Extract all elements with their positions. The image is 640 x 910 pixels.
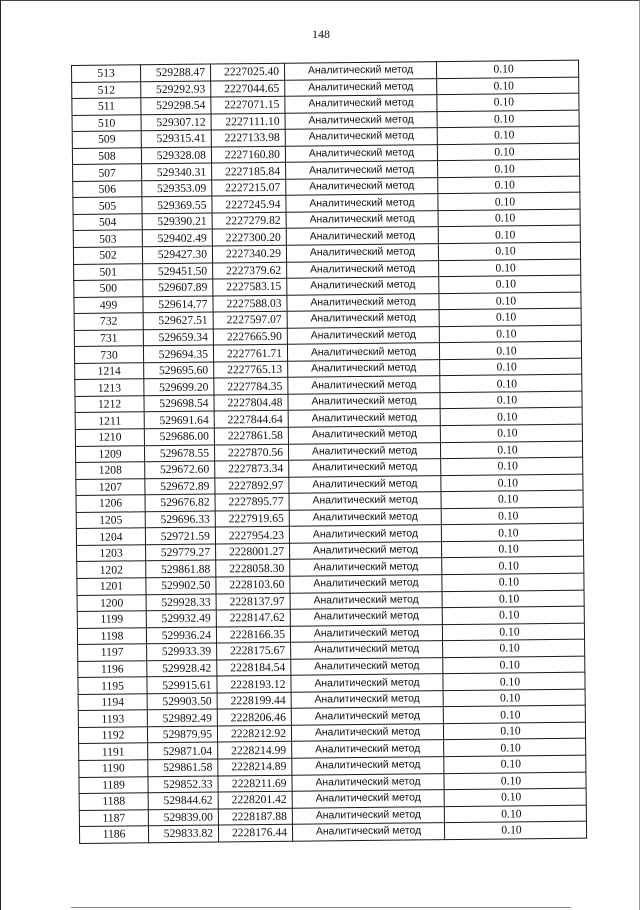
method-cell: Аналитический метод [287,260,439,278]
accuracy-cell: 0.10 [444,788,586,806]
method-cell: Аналитический метод [285,95,437,113]
method-cell: Аналитический метод [285,78,437,96]
point-number-cell: 1198 [77,627,146,644]
x-coordinate-cell: 529694.35 [143,345,213,362]
y-coordinate-cell: 2227279.82 [212,212,286,229]
x-coordinate-cell: 529659.34 [143,329,213,346]
x-coordinate-cell: 529833.82 [148,825,218,842]
point-number-cell: 507 [73,164,142,181]
accuracy-cell: 0.10 [441,457,583,475]
accuracy-cell: 0.10 [443,656,585,674]
accuracy-cell: 0.10 [436,60,578,78]
accuracy-cell: 0.10 [442,573,584,591]
y-coordinate-cell: 2228187.88 [218,808,292,825]
y-coordinate-cell: 2228176.44 [218,824,292,841]
accuracy-cell: 0.10 [437,143,579,161]
x-coordinate-cell: 529839.00 [148,809,218,826]
x-coordinate-cell: 529686.00 [144,428,214,445]
x-coordinate-cell: 529298.54 [141,97,211,114]
accuracy-cell: 0.10 [439,341,581,359]
coordinates-table [71,60,587,844]
method-cell: Аналитический метод [288,409,440,427]
point-number-cell: 1204 [76,528,145,545]
method-cell: Аналитический метод [288,376,440,394]
point-number-cell: 730 [74,346,143,363]
x-coordinate-cell: 529871.04 [148,742,218,759]
x-coordinate-cell: 529676.82 [145,494,215,511]
y-coordinate-cell: 2228166.35 [216,626,290,643]
y-coordinate-cell: 2227185.84 [212,163,286,180]
y-coordinate-cell: 2227784.35 [214,378,288,395]
y-coordinate-cell: 2228103.60 [216,576,290,593]
y-coordinate-cell: 2227588.03 [213,295,287,312]
y-coordinate-cell: 2228206.46 [217,709,291,726]
y-coordinate-cell: 2228193.12 [217,675,291,692]
y-coordinate-cell: 2227954.23 [215,527,289,544]
point-number-cell: 511 [72,98,141,115]
accuracy-cell: 0.10 [438,209,580,227]
point-number-cell: 1207 [76,478,145,495]
x-coordinate-cell: 529879.95 [147,726,217,743]
x-coordinate-cell: 529928.33 [146,594,216,611]
method-cell: Аналитический метод [286,227,438,245]
x-coordinate-cell: 529288.47 [141,64,211,81]
x-coordinate-cell: 529699.20 [144,378,214,395]
point-number-cell: 1194 [78,694,147,711]
method-cell: Аналитический метод [287,277,439,295]
accuracy-cell: 0.10 [442,557,584,575]
accuracy-cell: 0.10 [444,805,586,823]
point-number-cell: 1201 [77,578,146,595]
x-coordinate-cell: 529672.60 [145,461,215,478]
method-cell: Аналитический метод [287,343,439,361]
method-cell: Аналитический метод [284,62,436,80]
accuracy-cell: 0.10 [442,606,584,624]
y-coordinate-cell: 2227765.13 [214,361,288,378]
y-coordinate-cell: 2228184.54 [217,659,291,676]
y-coordinate-cell: 2227160.80 [211,146,285,163]
y-coordinate-cell: 2228001.27 [216,543,290,560]
accuracy-cell: 0.10 [441,507,583,525]
x-coordinate-cell: 529844.62 [148,792,218,809]
x-coordinate-cell: 529861.88 [146,560,216,577]
method-cell: Аналитический метод [286,194,438,212]
method-cell: Аналитический метод [289,525,441,543]
method-cell: Аналитический метод [290,558,442,576]
point-number-cell: 1197 [78,644,147,661]
x-coordinate-cell: 529698.54 [144,395,214,412]
point-number-cell: 1187 [79,809,148,826]
y-coordinate-cell: 2228212.92 [217,725,291,742]
point-number-cell: 1205 [76,512,145,529]
method-cell: Аналитический метод [292,790,444,808]
accuracy-cell: 0.10 [438,176,580,194]
point-number-cell: 1191 [79,743,148,760]
accuracy-cell: 0.10 [443,705,585,723]
y-coordinate-cell: 2228201.42 [218,791,292,808]
method-cell: Аналитический метод [289,492,441,510]
y-coordinate-cell: 2227044.65 [211,80,285,97]
method-cell: Аналитический метод [285,128,437,146]
method-cell: Аналитический метод [291,674,443,692]
x-coordinate-cell: 529369.55 [142,196,212,213]
method-cell: Аналитический метод [291,724,443,742]
method-cell: Аналитический метод [290,608,442,626]
y-coordinate-cell: 2227804.48 [214,394,288,411]
accuracy-cell: 0.10 [443,689,585,707]
x-coordinate-cell: 529307.12 [141,114,211,131]
y-coordinate-cell: 2228137.97 [216,593,290,610]
accuracy-cell: 0.10 [441,523,583,541]
y-coordinate-cell: 2227215.07 [212,179,286,196]
accuracy-cell: 0.10 [444,755,586,773]
method-cell: Аналитический метод [292,740,444,758]
y-coordinate-cell: 2228214.89 [218,758,292,775]
point-number-cell: 1190 [79,760,148,777]
y-coordinate-cell: 2227300.20 [212,229,286,246]
y-coordinate-cell: 2227340.29 [212,245,286,262]
method-cell: Аналитический метод [291,641,443,659]
point-number-cell: 505 [73,197,142,214]
point-number-cell: 1192 [78,727,147,744]
point-number-cell: 502 [73,247,142,264]
method-cell: Аналитический метод [288,393,440,411]
point-number-cell: 1212 [75,396,144,413]
x-coordinate-cell: 529903.50 [147,693,217,710]
point-number-cell: 1209 [75,445,144,462]
point-number-cell: 1208 [76,462,145,479]
point-number-cell: 1200 [77,594,146,611]
point-number-cell: 1213 [75,379,144,396]
method-cell: Аналитический метод [286,177,438,195]
point-number-cell: 732 [74,313,143,330]
point-number-cell: 1189 [79,776,148,793]
x-coordinate-cell: 529932.49 [146,610,216,627]
point-number-cell: 499 [74,296,143,313]
point-number-cell: 1193 [78,710,147,727]
y-coordinate-cell: 2228211.69 [218,775,292,792]
accuracy-cell: 0.10 [443,722,585,740]
x-coordinate-cell: 529721.59 [145,527,215,544]
accuracy-cell: 0.10 [442,540,584,558]
y-coordinate-cell: 2227665.90 [213,328,287,345]
x-coordinate-cell: 529852.33 [148,776,218,793]
x-coordinate-cell: 529933.39 [147,643,217,660]
accuracy-cell: 0.10 [438,226,580,244]
accuracy-cell: 0.10 [437,77,579,95]
accuracy-cell: 0.10 [440,424,582,442]
coordinates-table-container [71,60,587,844]
x-coordinate-cell: 529892.49 [147,709,217,726]
y-coordinate-cell: 2227892.97 [215,477,289,494]
point-number-cell: 501 [74,263,143,280]
accuracy-cell: 0.10 [439,292,581,310]
method-cell: Аналитический метод [288,426,440,444]
y-coordinate-cell: 2228147.62 [216,609,290,626]
x-coordinate-cell: 529390.21 [142,213,212,230]
y-coordinate-cell: 2227895.77 [215,493,289,510]
x-coordinate-cell: 529696.33 [145,511,215,528]
point-number-cell: 1211 [75,412,144,429]
point-number-cell: 1210 [75,429,144,446]
point-number-cell: 1186 [79,826,148,843]
point-number-cell: 1202 [77,561,146,578]
x-coordinate-cell: 529936.24 [146,627,216,644]
method-cell: Аналитический метод [291,657,443,675]
point-number-cell: 509 [72,131,141,148]
method-cell: Аналитический метод [292,773,444,791]
method-cell: Аналитический метод [292,823,444,841]
x-coordinate-cell: 529607.89 [143,279,213,296]
x-coordinate-cell: 529928.42 [147,660,217,677]
accuracy-cell: 0.10 [443,639,585,657]
x-coordinate-cell: 529695.60 [144,362,214,379]
y-coordinate-cell: 2227025.40 [210,63,284,80]
method-cell: Аналитический метод [289,508,441,526]
point-number-cell: 513 [72,65,141,82]
point-number-cell: 512 [72,81,141,98]
point-number-cell: 1206 [76,495,145,512]
accuracy-cell: 0.10 [440,408,582,426]
page-bottom-edge [71,907,571,908]
method-cell: Аналитический метод [290,575,442,593]
point-number-cell: 1199 [77,611,146,628]
method-cell: Аналитический метод [290,591,442,609]
y-coordinate-cell: 2228058.30 [216,560,290,577]
accuracy-cell: 0.10 [443,672,585,690]
accuracy-cell: 0.10 [442,623,584,641]
accuracy-cell: 0.10 [437,126,579,144]
y-coordinate-cell: 2227761.71 [213,345,287,362]
x-coordinate-cell: 529315.41 [141,130,211,147]
x-coordinate-cell: 529915.61 [147,676,217,693]
y-coordinate-cell: 2228199.44 [217,692,291,709]
method-cell: Аналитический метод [286,161,438,179]
point-number-cell: 504 [73,214,142,231]
x-coordinate-cell: 529779.27 [146,544,216,561]
accuracy-cell: 0.10 [438,193,580,211]
method-cell: Аналитический метод [287,310,439,328]
point-number-cell: 731 [74,330,143,347]
x-coordinate-cell: 529672.89 [145,478,215,495]
accuracy-cell: 0.10 [440,391,582,409]
x-coordinate-cell: 529614.77 [143,296,213,313]
accuracy-cell: 0.10 [439,308,581,326]
method-cell: Аналитический метод [286,244,438,262]
page-number: 148 [312,27,330,41]
y-coordinate-cell: 2227071.15 [211,96,285,113]
x-coordinate-cell: 529427.30 [142,246,212,263]
y-coordinate-cell: 2227111.10 [211,113,285,130]
accuracy-cell: 0.10 [439,259,581,277]
x-coordinate-cell: 529678.55 [144,445,214,462]
y-coordinate-cell: 2227597.07 [213,311,287,328]
method-cell: Аналитический метод [288,359,440,377]
accuracy-cell: 0.10 [441,490,583,508]
y-coordinate-cell: 2227133.98 [211,129,285,146]
x-coordinate-cell: 529340.31 [142,163,212,180]
point-number-cell: 1203 [77,545,146,562]
accuracy-cell: 0.10 [438,159,580,177]
accuracy-cell: 0.10 [441,474,583,492]
accuracy-cell: 0.10 [440,375,582,393]
method-cell: Аналитический метод [289,475,441,493]
accuracy-cell: 0.10 [437,110,579,128]
accuracy-cell: 0.10 [440,358,582,376]
method-cell: Аналитический метод [291,690,443,708]
method-cell: Аналитический метод [287,326,439,344]
method-cell: Аналитический метод [290,624,442,642]
accuracy-cell: 0.10 [437,93,579,111]
point-number-cell: 1214 [75,363,144,380]
point-number-cell: 503 [73,230,142,247]
x-coordinate-cell: 529353.09 [142,180,212,197]
x-coordinate-cell: 529328.08 [141,147,211,164]
accuracy-cell: 0.10 [439,275,581,293]
method-cell: Аналитический метод [286,211,438,229]
point-number-cell: 1195 [78,677,147,694]
accuracy-cell: 0.10 [444,739,586,757]
method-cell: Аналитический метод [292,806,444,824]
method-cell: Аналитический метод [292,757,444,775]
x-coordinate-cell: 529402.49 [142,229,212,246]
y-coordinate-cell: 2227873.34 [215,460,289,477]
point-number-cell: 508 [72,148,141,165]
x-coordinate-cell: 529902.50 [146,577,216,594]
method-cell: Аналитический метод [289,459,441,477]
y-coordinate-cell: 2227844.64 [214,411,288,428]
x-coordinate-cell: 529691.64 [144,412,214,429]
point-number-cell: 510 [72,114,141,131]
point-number-cell: 506 [73,181,142,198]
method-cell: Аналитический метод [285,144,437,162]
x-coordinate-cell: 529292.93 [141,81,211,98]
y-coordinate-cell: 2227583.15 [213,278,287,295]
coordinates-table-body [72,60,587,843]
point-number-cell: 1188 [79,793,148,810]
y-coordinate-cell: 2227919.65 [215,510,289,527]
y-coordinate-cell: 2227861.58 [214,427,288,444]
y-coordinate-cell: 2227245.94 [212,196,286,213]
point-number-cell: 1196 [78,660,147,677]
accuracy-cell: 0.10 [442,590,584,608]
accuracy-cell: 0.10 [444,821,586,839]
y-coordinate-cell: 2228175.67 [217,642,291,659]
method-cell: Аналитический метод [285,111,437,129]
method-cell: Аналитический метод [291,707,443,725]
y-coordinate-cell: 2227870.56 [214,444,288,461]
accuracy-cell: 0.10 [444,772,586,790]
y-coordinate-cell: 2227379.62 [213,262,287,279]
method-cell: Аналитический метод [288,442,440,460]
accuracy-cell: 0.10 [438,242,580,260]
point-number-cell: 500 [74,280,143,297]
method-cell: Аналитический метод [290,542,442,560]
x-coordinate-cell: 529627.51 [143,312,213,329]
x-coordinate-cell: 529451.50 [143,263,213,280]
y-coordinate-cell: 2228214.99 [218,742,292,759]
method-cell: Аналитический метод [287,293,439,311]
x-coordinate-cell: 529861.58 [148,759,218,776]
accuracy-cell: 0.10 [439,325,581,343]
accuracy-cell: 0.10 [440,441,582,459]
